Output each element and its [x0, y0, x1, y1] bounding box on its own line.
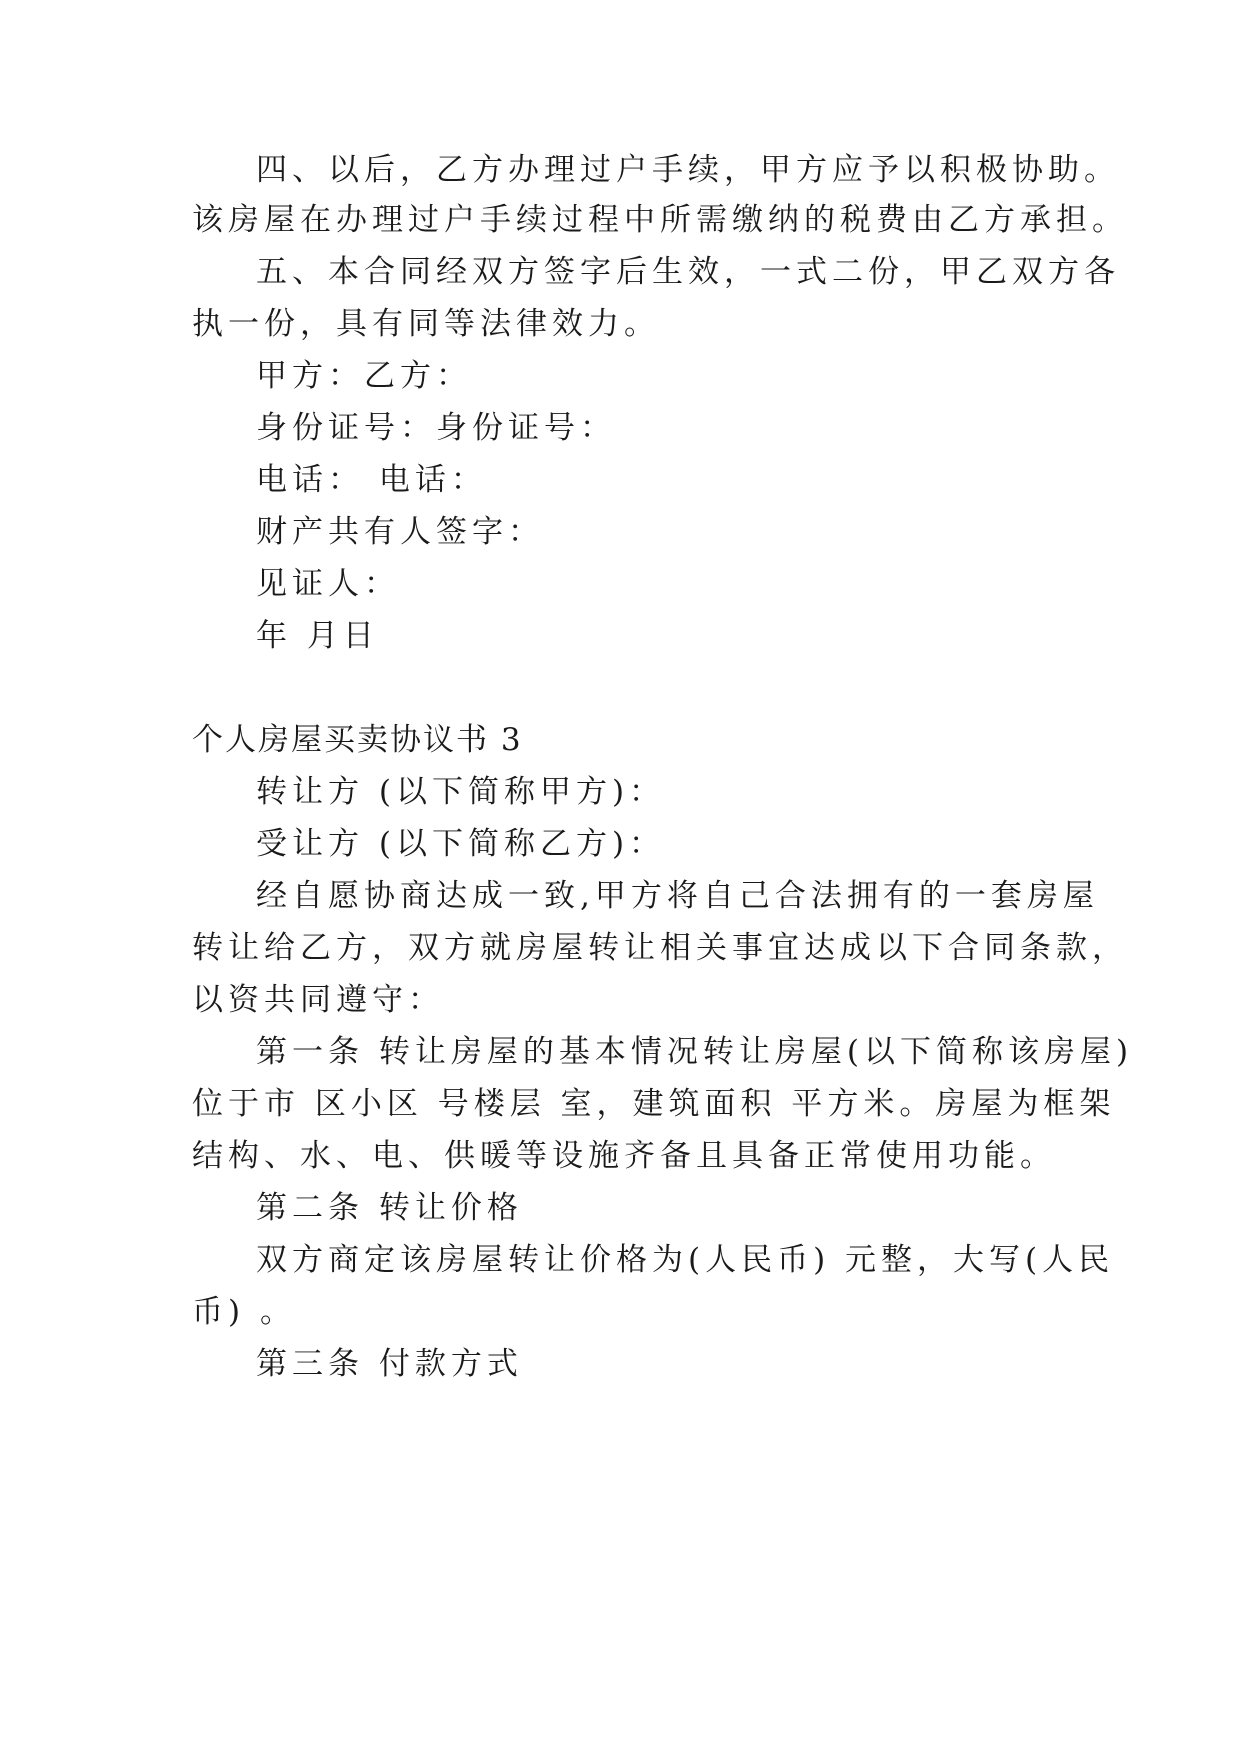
- preamble-line-2: 转让给乙方，双方就房屋转让相关事宜达成以下合同条款，: [192, 930, 1128, 966]
- article-one-line-3: 结构、水、电、供暖等设施齐备且具备正常使用功能。: [192, 1138, 1056, 1174]
- clause-five-line-1: 五、本合同经双方签字后生效，一式二份，甲乙双方各: [256, 254, 1120, 290]
- article-two-line-1: 双方商定该房屋转让价格为(人民币) 元整，大写(人民: [256, 1242, 1115, 1278]
- article-one-line-1: 第一条 转让房屋的基本情况转让房屋(以下简称该房屋): [256, 1034, 1134, 1070]
- co-owner-signature-line: 财产共有人签字：: [256, 514, 544, 550]
- article-three-heading: 第三条 付款方式: [256, 1346, 523, 1382]
- article-one-line-2: 位于市 区小区 号楼层 室，建筑面积 平方米。房屋为框架: [192, 1086, 1116, 1122]
- preamble-line-1: 经自愿协商达成一致,甲方将自己合法拥有的一套房屋: [256, 878, 1099, 914]
- party-signature-line: 甲方：乙方：: [256, 358, 472, 394]
- phone-line: 电话： 电话：: [256, 462, 487, 498]
- article-two-heading: 第二条 转让价格: [256, 1190, 523, 1226]
- transferor-line: 转让方 (以下简称甲方)：: [256, 774, 666, 810]
- clause-four-line-1: 四、以后，乙方办理过户手续，甲方应予以积极协助。: [256, 152, 1120, 188]
- article-two-line-2: 币) 。: [192, 1294, 296, 1330]
- clause-four-line-2: 该房屋在办理过户手续过程中所需缴纳的税费由乙方承担。: [192, 202, 1128, 238]
- witness-line: 见证人：: [256, 566, 400, 602]
- id-number-line: 身份证号：身份证号：: [256, 410, 616, 446]
- date-line: 年 月日: [256, 618, 379, 654]
- section-heading: 个人房屋买卖协议书 3: [192, 722, 523, 758]
- clause-five-line-2: 执一份，具有同等法律效力。: [192, 306, 660, 342]
- preamble-line-3: 以资共同遵守：: [192, 982, 444, 1018]
- transferee-line: 受让方 (以下简称乙方)：: [256, 826, 666, 862]
